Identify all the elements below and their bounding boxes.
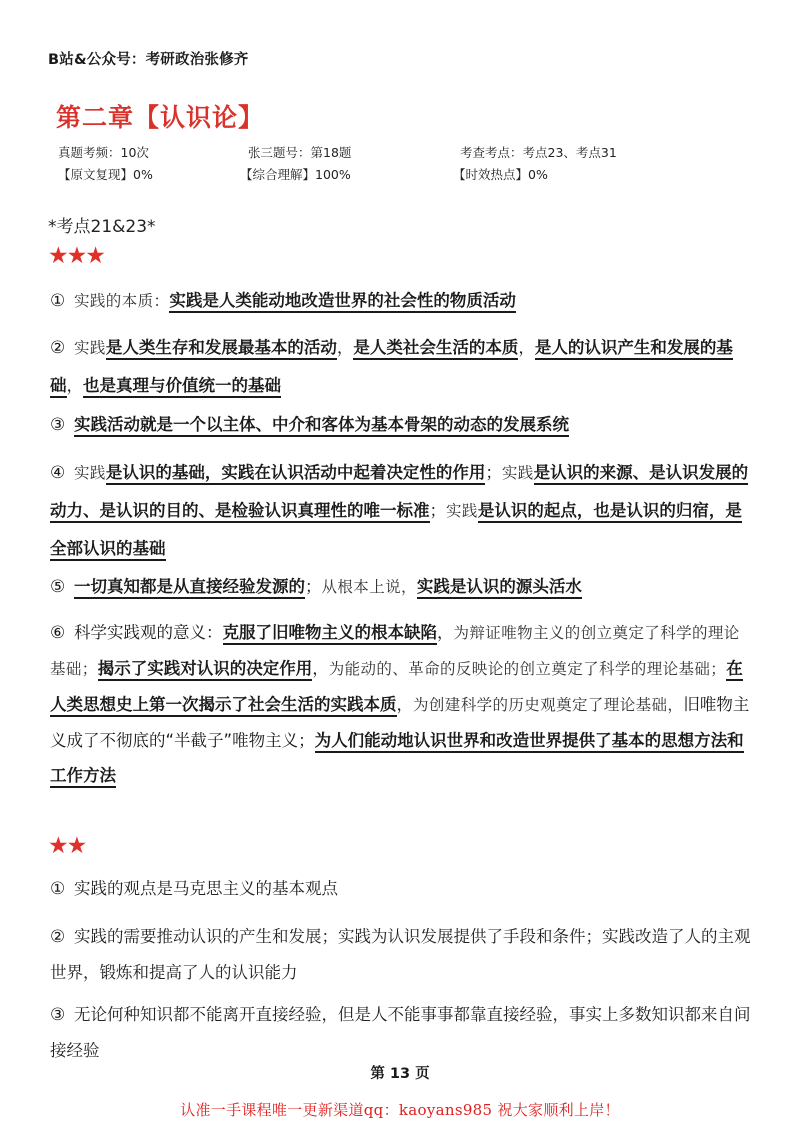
item-key-phrase: 揭示了实践对认识的决定作用 bbox=[98, 659, 313, 681]
item-text: ； bbox=[485, 463, 502, 482]
meta-original-text: 【原文复现】0% bbox=[58, 167, 153, 182]
item-text: ， bbox=[437, 623, 454, 642]
item-text: 从根本上说， bbox=[321, 578, 417, 596]
item-key-phrase: 实践活动就是一个以主体、中介和客体为基本骨架的动态的发展系统 bbox=[74, 415, 569, 437]
meta-frequency: 真题考频：10次 bbox=[58, 145, 149, 160]
item-key-phrase: 实践是认识的源头活水 bbox=[417, 577, 582, 599]
item-key-phrase: 也是真理与价值统一的基础 bbox=[83, 376, 281, 398]
item-text: 实践 bbox=[446, 502, 478, 520]
item-key-phrase: 是人类社会生活的本质 bbox=[353, 338, 518, 360]
item-number: ③ bbox=[50, 1005, 66, 1025]
item-text: ， bbox=[396, 695, 413, 714]
item-text: ， bbox=[66, 376, 83, 395]
item-key-phrase: 是认识的起点，也是认识的归宿，是全部认识的基础 bbox=[50, 501, 742, 561]
item-text: 实践的观点是马克思主义的基本观点 bbox=[74, 879, 338, 898]
chapter-title: 第二章【认识论】 bbox=[56, 103, 265, 132]
item-text: 实践 bbox=[74, 339, 106, 357]
list-item bbox=[50, 282, 755, 320]
item-text: 旧唯物主义成了不彻底的“半截子”唯物主义； bbox=[50, 695, 750, 750]
item-text: ， bbox=[336, 338, 354, 357]
list-item bbox=[50, 454, 755, 567]
item-number: ④ bbox=[50, 463, 66, 483]
item-text: 为辩证唯物主义的创立奠定了科学的理论基础； bbox=[50, 624, 740, 678]
item-number: ① bbox=[50, 879, 66, 899]
meta-comprehension: 【综合理解】100% bbox=[240, 167, 351, 182]
item-number: ③ bbox=[50, 415, 66, 435]
list-item bbox=[50, 406, 755, 444]
item-number: ⑤ bbox=[50, 577, 66, 597]
item-text: 为能动的、革命的反映论的创立奠定了科学的理论基础； bbox=[328, 660, 727, 678]
item-number: ② bbox=[50, 338, 66, 358]
source-header: B站&公众号：考研政治张修齐 bbox=[48, 52, 249, 68]
list-item bbox=[50, 568, 755, 606]
item-key-phrase: 是人的认识产生和发展的基础 bbox=[50, 338, 733, 398]
two-star-rating: ★★ bbox=[48, 833, 86, 859]
list-item bbox=[50, 919, 755, 991]
meta-question-number: 张三题号：第18题 bbox=[248, 145, 352, 160]
section-label: *考点21&23* bbox=[48, 217, 156, 237]
list-item bbox=[50, 997, 755, 1069]
item-text: ， bbox=[312, 659, 329, 678]
item-number: ② bbox=[50, 927, 66, 947]
item-text: 科学实践观的意义： bbox=[74, 623, 223, 642]
meta-exam-points: 考查考点：考点23、考点31 bbox=[460, 145, 617, 160]
item-key-phrase: 是认识的来源、是认识发展的动力、是认识的目的、是检验认识真理性的唯一标准 bbox=[50, 463, 748, 523]
item-key-phrase: 是人类生存和发展最基本的活动 bbox=[106, 338, 337, 360]
item-text: 实践的需要推动认识的产生和发展；实践为认识发展提供了手段和条件；实践改造了人的主观世界，锻炼和提高了人的认识能力 bbox=[50, 927, 751, 982]
list-item bbox=[50, 871, 755, 907]
page-number: 第 13 页 bbox=[370, 1066, 430, 1082]
item-text: ； bbox=[305, 577, 322, 596]
item-key-phrase: 在人类思想史上第一次揭示了社会生活的实践本质 bbox=[50, 659, 743, 717]
item-text: 无论何种知识都不能离开直接经验，但是人不能事事都靠直接经验，事实上多数知识都来自间接经验 bbox=[50, 1005, 751, 1060]
item-key-phrase: 实践是人类能动地改造世界的社会性的物质活动 bbox=[169, 291, 516, 313]
item-text: 实践的本质： bbox=[74, 292, 170, 310]
item-number: ⑥ bbox=[50, 623, 66, 643]
item-text: 为创建科学的历史观奠定了理论基础， bbox=[413, 696, 684, 714]
item-text: 实践 bbox=[501, 464, 534, 482]
list-item bbox=[50, 615, 755, 793]
item-key-phrase: 克服了旧唯物主义的根本缺陷 bbox=[223, 623, 438, 645]
meta-hot-topic: 【时效热点】0% bbox=[453, 167, 548, 182]
item-key-phrase: 为人们能动地认识世界和改造世界提供了基本的思想方法和工作方法 bbox=[50, 731, 744, 788]
item-key-phrase: 一切真知都是从直接经验发源的 bbox=[74, 577, 305, 599]
item-text: 实践 bbox=[74, 464, 106, 482]
item-text: ， bbox=[518, 338, 535, 357]
item-key-phrase: 是认识的基础，实践在认识活动中起着决定性的作用 bbox=[106, 463, 486, 485]
item-text: ； bbox=[429, 501, 446, 520]
list-item bbox=[50, 329, 755, 404]
footer-notice: 认准一手课程唯一更新渠道qq：kaoyans985 祝大家顺利上岸！ bbox=[180, 1101, 620, 1119]
item-number: ① bbox=[50, 291, 66, 311]
three-star-rating: ★★★ bbox=[48, 243, 104, 269]
